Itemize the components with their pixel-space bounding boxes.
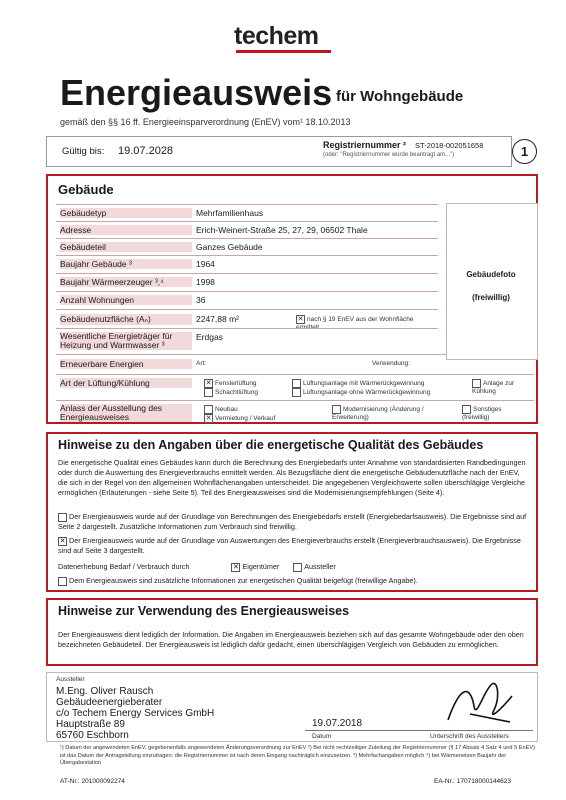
building-row [56,328,438,353]
occasion-modernisation[interactable] [332,405,432,421]
area-note-text: nach § 19 EnEV aus der Wohnfläche ermittelt [296,316,414,331]
row-value: 1964 [196,259,215,269]
issuer-label: Aussteller [56,676,85,683]
checkbox-icon [204,405,213,414]
checkbox-icon [462,405,471,414]
option-demand-certificate[interactable] [58,512,528,532]
building-row [56,204,438,222]
owner-option[interactable] [231,562,279,571]
row-value: Erdgas [196,332,223,342]
checkbox-checked-icon: ✕ [297,316,304,323]
option-consumption-certificate[interactable] [58,536,528,556]
registration-label: Registriernummer ² [323,140,407,150]
option-consumption-text: Der Energieausweis wurde auf der Grundlage von Auswertungen des Energieverbrauchs erstellt (Energieverbrauchsausweis). Die Ergebnisse sind auf Seite 3 dargestellt. [58,536,521,555]
occasion-other[interactable] [462,405,522,421]
additional-info-text: Dem Energieausweis sind zusätzliche Informationen zur energetischen Qualität beigefügt (freiwillige Angabe). [69,576,418,585]
checkbox-icon [58,513,67,522]
checkbox-icon [472,379,481,388]
registration-note: (oder: "Registriernummer wurde beantragt am...") [323,152,455,158]
option-label: Schachtlüftung [215,389,259,397]
option-label: Modernisierung (Änderung / Erweiterung) [332,406,424,421]
occasion-rent-sale[interactable] [204,414,275,423]
row-label: Anlass der Ausstellung des Energieausweises [60,404,192,422]
ventilation-window[interactable] [204,379,257,388]
option-label: Neubau [215,406,238,414]
valid-until-date: 19.07.2028 [118,145,174,157]
checkbox-icon [58,577,67,586]
checkbox-icon [332,405,341,414]
row-value: Ganzes Gebäude [196,242,263,252]
option-label: Aussteller [304,562,336,571]
signature-scribble [440,676,520,732]
at-number: AT-Nr.: 201000092274 [60,778,125,785]
document-subtitle: für Wohngebäude [336,88,464,105]
option-label: Fensterlüftung [215,380,257,388]
row-value: Art: [196,360,207,367]
issuer-line: M.Eng. Oliver Rausch [56,686,154,697]
row-label: Baujahr Gebäude ³ [60,259,192,269]
building-row [56,273,438,291]
building-photo-placeholder [446,203,538,360]
checkbox-checked-icon: ✕ [233,563,239,571]
page-number-badge: 1 [512,139,537,164]
row-label: Gebäudetyp [60,208,192,218]
issue-date: 19.07.2018 [312,718,363,729]
quality-notes-title: Hinweise zu den Angaben über die energetische Qualität des Gebäudes [58,438,484,452]
renewable-use-label: Verwendung: [372,360,410,367]
ea-number: EA-Nr.: 170718000144623 [434,778,511,785]
document-title: Energieausweis [60,72,333,113]
issuer-line: Gebäudeenergieberater [56,697,163,708]
checkbox-checked-icon: ✕ [59,537,66,545]
issue-date-label: Datum [312,733,332,740]
row-label: Gebäudeteil [60,242,192,252]
option-label: Eigentümer [242,562,280,571]
row-label: Baujahr Wärmeerzeuger ³,⁴ [60,277,192,287]
option-label: Vermietung / Verkauf [215,415,276,423]
additional-info-option[interactable] [58,576,528,586]
row-value: Erich-Weinert-Straße 25, 27, 29, 06502 Thale [196,225,368,235]
ventilation-shaft[interactable] [204,388,258,397]
building-row [56,309,438,331]
data-collection-row [58,562,528,572]
row-label: Gebäudenutzfläche (Aₙ) [60,314,192,325]
valid-until-label: Gültig bis: [62,146,105,157]
option-label: Sonstiges (freiwillig) [462,406,502,421]
issuer-line: c/o Techem Energy Services GmbH [56,708,215,719]
row-label: Anzahl Wohnungen [60,295,192,305]
legal-basis: gemäß den §§ 16 ff. Energieeinsparverordnung (EnEV) vom¹ 18.10.2013 [60,117,351,127]
building-row [56,238,438,256]
signature-label: Unterschrift des Ausstellers [430,733,509,740]
row-value: 1998 [196,277,215,287]
row-label: Art der Lüftung/Kühlung [60,378,192,388]
footnotes: ¹) Datum der angewendeten EnEV, gegebenenfalls angewendeten Änderungsverordnung zur EnEV ²) Bei nicht rechtzeitiger Zuteilung der Registriernummer (§ 17 Absatz 4 Satz 4 und 5 EnEV) ist das Datum der Antragstellung einzutragen; die Registriernummer ist nach deren Eingang nachträglich einzusetzen. ³) Mehrfachangaben möglich ⁴) bei Wärmenetzen Baujahr der Übergabestation [60,745,535,766]
building-row [56,374,534,399]
building-photo-subtitle: (freiwillig) [472,293,510,302]
checkbox-checked-icon: ✕ [205,415,212,422]
row-label: Adresse [60,225,192,235]
registration-number: ST-2018-002051658 [415,141,484,150]
issuer-line: Hauptstraße 89 [56,719,125,730]
checkbox-icon [204,388,213,397]
building-row [56,400,534,421]
row-value: Mehrfamilienhaus [196,208,264,218]
checkbox-icon [292,388,301,397]
building-row [56,291,438,309]
option-label: Lüftungsanlage mit Wärmerückgewinnung [303,380,425,388]
ventilation-cooling[interactable] [472,379,532,395]
option-label: Lüftungsanlage ohne Wärmerückgewinnung [303,389,431,397]
data-collection-label: Datenerhebung Bedarf / Verbrauch durch [58,562,190,571]
building-row [56,221,438,239]
techem-logo: techem [234,22,319,50]
row-value: 36 [196,295,206,305]
option-label: Anlage zur Kühlung [472,380,515,395]
checkbox-icon [292,379,301,388]
option-demand-text: Der Energieausweis wurde auf der Grundlage von Berechnungen des Energiebedarfs erstellt (Energiebedarfsausweis). Die Ergebnisse sind auf Seite 2 dargestellt. Zusätzliche Informationen zum Verbrauch sind freiwillig. [58,512,527,531]
issuer-line: 65760 Eschborn [56,730,129,741]
checkbox-checked-icon: ✕ [205,380,212,387]
row-value: 2247,88 m² [196,314,239,324]
ventilation-no-recovery[interactable] [292,388,430,397]
building-section-title: Gebäude [58,182,114,197]
building-photo-title: Gebäudefoto [466,270,516,279]
issuer-option[interactable] [293,562,336,571]
row-label: Wesentliche Energieträger für Heizung und Warmwasser ³ [60,332,192,350]
checkbox-icon [293,563,302,572]
occasion-new-building[interactable] [204,405,238,414]
ventilation-heat-recovery[interactable] [292,379,424,388]
usage-notes-title: Hinweise zur Verwendung des Energieausweises [58,604,350,618]
row-label: Erneuerbare Energien [60,359,192,369]
quality-notes-paragraph: Die energetische Qualität eines Gebäudes kann durch die Berechnung des Energiebedarfs unter Annahme von standardisierten Randbedingungen oder durch die Auswertung des Energieverbrauchs ermittelt werden. Als Bezugsfläche dient die energetische Gebäudenutzfläche nach der EnEV, die sich in der Regel von den allgemeinen Wohnflächenangaben unterscheidet. Die angegebenen Vergleichswerte sollen überschlägige Vergleiche ermöglichen (Erläuterungen - siehe Seite 5). Teil des Energieausweises sind die Modernisierungsempfehlungen (Seite 4). [58,458,526,497]
usage-notes-paragraph: Der Energieausweis dient lediglich der Information. Die Angaben im Energieausweis beziehen sich auf das gesamte Wohngebäude oder den oben bezeichneten Gebäudeteil. Der Energieausweis ist lediglich dafür gedacht, einen überschlägigen Vergleich von Gebäuden zu ermöglichen. [58,630,524,649]
building-row [56,255,438,273]
logo-underline [236,50,331,53]
